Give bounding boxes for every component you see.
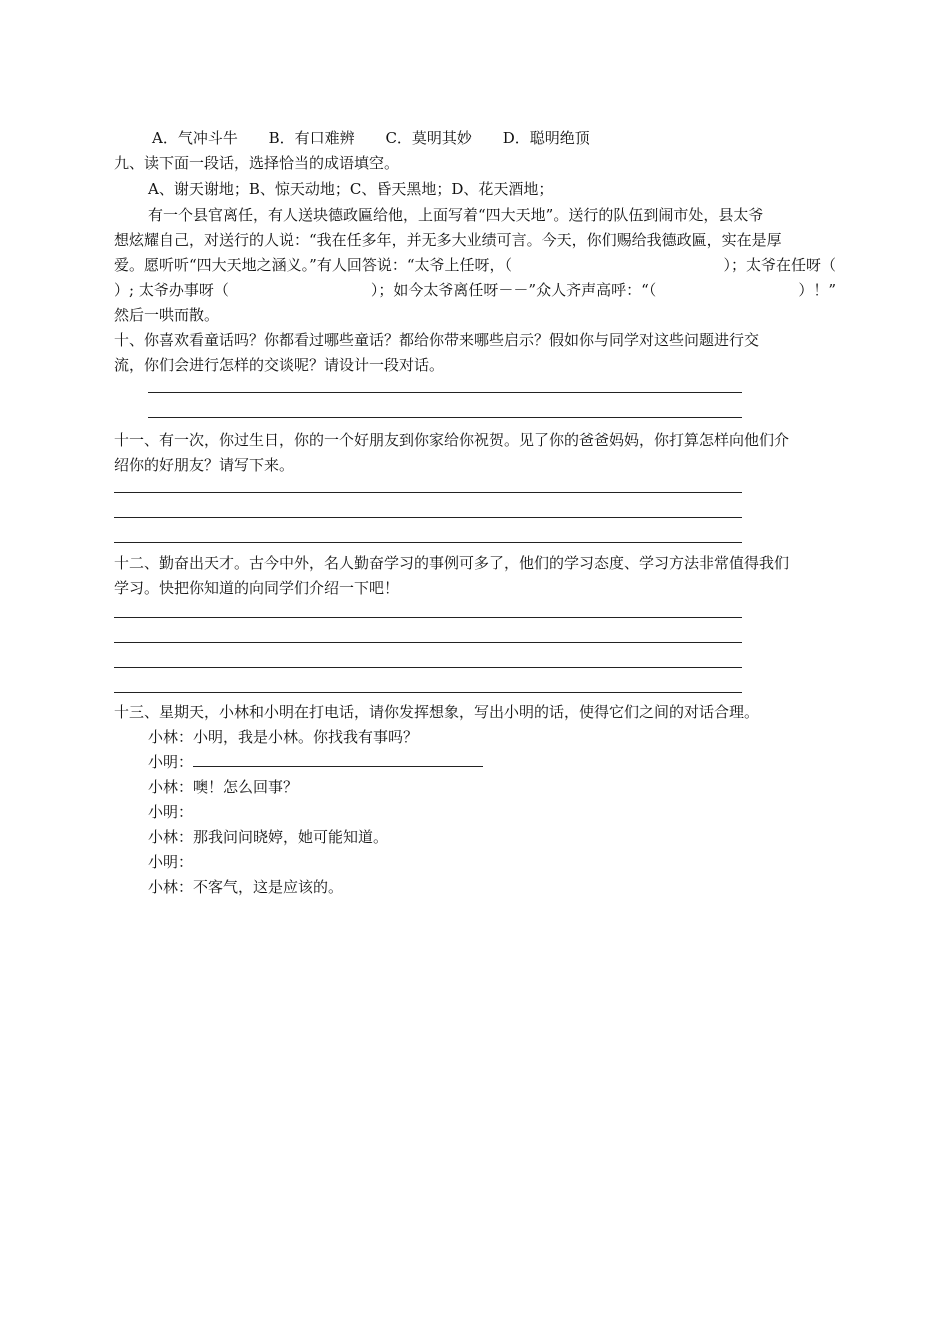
q11-answer-line-2[interactable] (114, 517, 742, 518)
q13-dialogue-line-7: 小林：不客气，这是应该的。 (148, 878, 344, 896)
q9-title: 九、读下面一段话，选择恰当的成语填空。 (114, 154, 400, 172)
q13-dialogue-line-3: 小林：噢！怎么回事？ (148, 778, 299, 796)
q13-speaker-label: 小明： (148, 753, 194, 771)
q12-line-2: 学习。快把你知道的向同学们介绍一下吧！ (114, 579, 400, 597)
q9-line3-part-b: ）；太爷在任呀（ (723, 256, 836, 274)
q10-answer-line-1[interactable] (148, 392, 742, 393)
q13-dialogue-line-4: 小明： (148, 803, 194, 821)
q9-line3-part-a: 爱。愿听听“四大天地之涵义。”有人回答说：“太爷上任呀，（ (114, 256, 513, 274)
q13-answer-blank[interactable] (193, 752, 483, 767)
q8-option-c: C．莫明其妙 (385, 129, 472, 147)
q9-line4-part-c: ）！” (798, 281, 836, 299)
q9-paragraph-line-3 (114, 255, 836, 275)
q11-line-1: 十一、有一次，你过生日，你的一个好朋友到你家给你祝贺。见了你的爸爸妈妈，你打算怎样向他们介 (114, 431, 790, 449)
q11-line-2: 绍你的好朋友？请写下来。 (114, 456, 295, 474)
q11-answer-line-1[interactable] (114, 492, 742, 493)
q10-line-1: 十、你喜欢看童话吗？你都看过哪些童话？都给你带来哪些启示？假如你与同学对这些问题进行交 (114, 331, 760, 349)
q13-dialogue-line-5: 小林：那我问问晓婷，她可能知道。 (148, 828, 389, 846)
q8-option-b: B．有口难辨 (268, 129, 355, 147)
q8-options (152, 128, 616, 148)
q10-answer-line-2[interactable] (148, 417, 742, 418)
q13-dialogue-line-2 (148, 752, 483, 772)
q9-paragraph-line-2: 想炫耀自己，对送行的人说：“我在任多年，并无多大业绩可言。今天，你们赐给我德政匾，实在是厚 (114, 231, 782, 249)
q12-answer-line-3[interactable] (114, 667, 742, 668)
q13-dialogue-line-6: 小明： (148, 853, 194, 871)
q12-answer-line-2[interactable] (114, 642, 742, 643)
q10-line-2: 流，你们会进行怎样的交谈呢？请设计一段对话。 (114, 356, 445, 374)
q8-option-a: A．气冲斗牛 (152, 129, 238, 147)
q9-paragraph-line-1: 有一个县官离任，有人送块德政匾给他，上面写着“四大天地”。送行的队伍到闹市处，县太爷 (148, 206, 764, 224)
q9-line4-part-a: ）; 太爷办事呀（ (114, 281, 229, 299)
q9-paragraph-line-4 (114, 280, 836, 300)
q12-line-1: 十二、勤奋出天才。古今中外，名人勤奋学习的事例可多了，他们的学习态度、学习方法非常值得我们 (114, 554, 790, 572)
q12-answer-line-1[interactable] (114, 617, 742, 618)
q8-option-d: D．聪明绝顶 (502, 129, 590, 147)
q9-choices: A、谢天谢地；B、惊天动地；C、昏天黑地；D、花天酒地； (148, 180, 554, 198)
q9-line4-part-b: ）；如今太爷离任呀－－”众人齐声高呼：“（ (370, 281, 657, 299)
q11-answer-line-3[interactable] (114, 542, 742, 543)
q12-answer-line-4[interactable] (114, 692, 742, 693)
q13-dialogue-line-1: 小林：小明，我是小林。你找我有事吗？ (148, 728, 419, 746)
q9-paragraph-line-5: 然后一哄而散。 (114, 306, 220, 324)
q13-title: 十三、星期天，小林和小明在打电话，请你发挥想象，写出小明的话，使得它们之间的对话合理。 (114, 703, 760, 721)
